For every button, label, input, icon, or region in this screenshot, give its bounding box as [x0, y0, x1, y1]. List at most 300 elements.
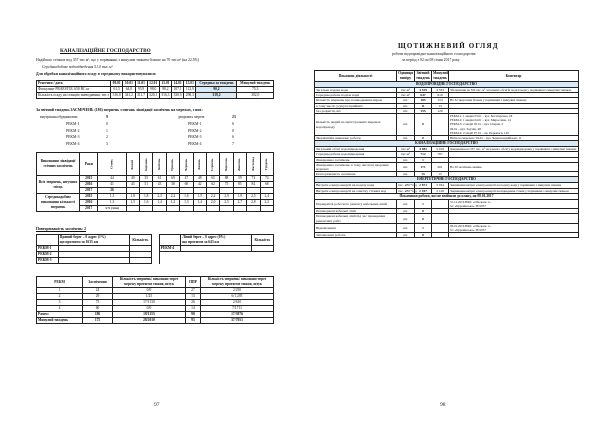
repeat-title: Повторюваність засмічень: 2	[36, 227, 87, 231]
summary-cell: 28/2010	[112, 318, 185, 324]
weekly-review-table	[314, 70, 579, 238]
monthly-cell	[247, 206, 260, 212]
review-cell: Зменшення витрат електроенергії на подачу води у порівнянні з минулим тижнем	[449, 183, 579, 188]
sludge-cell: 75,3	[237, 87, 274, 93]
monthly-cell: 2,5	[220, 200, 233, 206]
monthly-cell: 1,5	[193, 194, 206, 200]
review-cell: 619	[432, 93, 449, 98]
review-row	[315, 199, 579, 208]
monthly-year: 2017	[80, 188, 98, 194]
summary-cell: 1	[37, 288, 83, 294]
monthly-cell	[140, 206, 153, 212]
summary-header: ППР	[185, 277, 200, 288]
summary-cell: 95	[185, 318, 200, 324]
sludge-cell: 98,0	[147, 87, 159, 93]
monthly-year: 2015	[80, 176, 98, 182]
monthly-cell	[233, 206, 246, 212]
month-header: Березень	[140, 153, 153, 176]
monthly-cell: 2,2	[260, 200, 273, 206]
monthly-cell: 2,0	[206, 200, 219, 206]
month-header: Квітень	[153, 153, 166, 176]
month-header: Лютий	[126, 153, 139, 176]
review-subheader: Показники роботи, які не ввійшли до плану, на 08.01.2017	[315, 193, 579, 199]
sludge-cell: 330,5	[172, 93, 184, 99]
review-row	[315, 162, 579, 171]
sludge-cell: 311,7	[135, 93, 147, 99]
monthly-cell: 1,3	[180, 200, 193, 206]
summary-cell: 37/7051	[201, 318, 274, 324]
sludge-cell: 319,2	[196, 93, 237, 99]
summary-cell: 17/3976	[201, 312, 274, 318]
monthly-group-label: Середньодобове виконання кількості звернень	[37, 194, 80, 212]
monthly-cell: 1,6	[140, 200, 153, 206]
review-cell: 2 871	[415, 183, 432, 188]
sludge-header-cell: Минулий тиждень	[237, 81, 274, 87]
repeat-blank	[37, 235, 59, 246]
repeat-blank-2	[159, 235, 181, 246]
review-cell: Заплановані роботи	[315, 233, 397, 238]
review-cell: 155	[415, 108, 432, 113]
sludge-header-cell: Середньо за тиждень	[196, 81, 237, 87]
monthly-cell: 2,5	[247, 194, 260, 200]
monthly-header-row	[37, 153, 274, 176]
right-page	[300, 0, 600, 424]
review-cell: 4 333	[432, 88, 449, 93]
review-cell: Середньодобове водовідведення	[315, 152, 397, 157]
monthly-cell: 43	[126, 182, 139, 188]
review-cell: Зменшення витрат електроенергії на відведення стоків у порівнянні з минулим тижнем	[449, 188, 579, 193]
summary-table	[36, 276, 274, 324]
summary-cell: 2/610	[201, 300, 274, 306]
monthly-cell: 2,2	[166, 194, 179, 200]
review-cell: шт.	[397, 136, 415, 141]
summary-cell: 6/1.205	[201, 294, 274, 300]
review-cell: 0	[415, 214, 432, 223]
rem-yard: 6	[232, 122, 234, 126]
review-cell: 185	[415, 98, 432, 103]
summary-cell: 27	[185, 288, 200, 294]
monthly-cell: 1,5	[126, 200, 139, 206]
sludge-cell: 107,1	[172, 87, 184, 93]
review-cell: 1	[415, 199, 432, 208]
review-cell: в тому числі: усунуто/прийнято	[315, 103, 397, 108]
month-header: Жовтень	[233, 153, 246, 176]
review-cell	[449, 214, 579, 223]
review-row	[315, 214, 579, 223]
review-cell: 767	[432, 152, 449, 157]
monthly-cell: 60	[180, 182, 193, 188]
review-cell: Перекриття роботи по ремонту кабельних ліній	[315, 199, 397, 208]
summary-cell: 4	[37, 306, 83, 312]
review-cell: 0	[415, 209, 432, 214]
summary-cell: 60	[83, 306, 113, 312]
review-cell: шт.	[397, 199, 415, 208]
monthly-cell: 1,8	[126, 194, 139, 200]
review-cell	[449, 233, 579, 238]
monthly-cell: 48	[193, 176, 206, 182]
review-header: Показник діяльності	[315, 71, 397, 82]
review-cell: 31.12.2016 НФС «Оболонь-1» б/с «Куренівська»-ТП1057	[449, 199, 579, 208]
monthly-year: 2015	[80, 194, 98, 200]
repeat-rem: РЕКМ-3	[37, 258, 59, 264]
summary-cell: 90	[185, 312, 200, 318]
review-cell: Загальний обсяг водовідведення	[315, 147, 397, 152]
summary-header: Кількість звернень/ виконано через мережу протягом тижня, штук	[201, 277, 274, 288]
review-cell: Ліквідовано засмічень: в тому числі на дворових мережах	[315, 162, 397, 171]
weekly-review-subtitle-1: роботи водопровідно-каналізаційного господарства	[392, 52, 476, 56]
monthly-cell: 2,3	[153, 194, 166, 200]
review-cell: 201	[432, 162, 449, 171]
sludge-cell: 341,2	[123, 93, 135, 99]
review-cell	[432, 214, 449, 223]
review-cell: 171	[415, 162, 432, 171]
review-cell: тис.м³	[397, 88, 415, 93]
sludge-cell: 93,9	[135, 87, 147, 93]
monthly-cell: 49	[126, 176, 139, 182]
month-header: Січень	[98, 153, 126, 176]
rem-name: РЕКМ-4	[66, 141, 80, 146]
yard-total: 23	[232, 115, 236, 119]
monthly-cell	[220, 206, 233, 212]
summary-cell: Разом:	[37, 312, 83, 318]
monthly-cell: 88	[220, 176, 233, 182]
summary-cell: 2	[37, 294, 83, 300]
review-row	[315, 114, 579, 136]
review-cell: Відключення	[315, 223, 397, 232]
review-cell: шт.	[397, 108, 415, 113]
monthly-cell	[126, 206, 139, 212]
monthly-group-label: Всіх звернень, штучних місць	[37, 176, 80, 194]
review-cell: 120	[432, 108, 449, 113]
monthly-cell: 65	[206, 176, 219, 182]
monthly-blockage-table	[36, 152, 274, 212]
review-cell: тис. кВт*год	[398, 188, 417, 193]
review-header: Одиниця виміру	[398, 71, 413, 80]
review-cell: На 30 засмічень менше.	[449, 162, 579, 171]
summary-cell: 0/0	[112, 288, 185, 294]
repeat-rem: РЕКМ-1	[37, 246, 59, 252]
review-cell: 15	[415, 172, 432, 177]
rem-yard-name: РЕКМ-3	[188, 135, 202, 139]
monthly-cell: 75	[220, 182, 233, 188]
review-cell: Зменшення на 537 тис. м³ загального обсягу водовідведення у порівнянні з минулим тижнем.	[450, 147, 577, 152]
monthly-cell: 85	[233, 182, 246, 188]
summary-cell: 13	[185, 294, 200, 300]
review-cell: шт.	[397, 209, 415, 214]
review-cell: 13	[432, 103, 449, 108]
review-cell: шт.	[397, 214, 415, 223]
review-cell: 1	[415, 157, 432, 162]
month-header: Червень	[180, 153, 193, 176]
review-cell: 0	[415, 136, 432, 141]
sludge-header-cell: 09.01	[111, 81, 123, 87]
monthly-cell: 51	[140, 182, 153, 188]
monthly-cell: 2,8	[247, 200, 260, 206]
rem-internal: 1	[106, 128, 108, 133]
internal-label: внутрішньобудинкових	[40, 115, 78, 119]
yard-label: дворових мереж	[178, 115, 205, 119]
sludge-header-cell: 14.01	[172, 81, 184, 87]
review-section-title: ЕНЕРГЕТИЧНЕ ГОСПОДАРСТВО	[315, 177, 579, 183]
repeat-left-count-header: Кількість	[129, 235, 151, 246]
review-cell: 3 034	[432, 183, 449, 188]
summary-cell: 29	[83, 294, 113, 300]
rem-yard-name: РЕКМ-1	[188, 122, 202, 126]
monthly-cell	[193, 206, 206, 212]
repeat-right-count-header: Кількість	[251, 235, 273, 246]
monthly-row-header: Виконання ліквідації стічних засмічень	[37, 153, 80, 176]
month-header: Вересень	[220, 153, 233, 176]
monthly-cell: 43	[153, 182, 166, 188]
review-cell: 11	[415, 103, 432, 108]
rem-yard-name: РЕКМ-2	[188, 128, 202, 133]
monthly-year: 2017	[80, 206, 98, 212]
review-cell	[432, 114, 449, 136]
summary-cell: 1/25	[112, 294, 185, 300]
summary-cell: 17/1130	[112, 300, 185, 306]
review-row	[315, 233, 579, 238]
summary-row	[37, 318, 274, 324]
sludge-row	[37, 93, 274, 99]
month-header: Травень	[166, 153, 179, 176]
sludge-cell: 112,9	[184, 87, 196, 93]
review-cell: Пошкоджені кабельні лінії	[315, 209, 397, 214]
summary-header: Кількість звернень/ виконано через мережу протягом тижня, штук	[112, 277, 185, 288]
monthly-cell: 74	[260, 176, 273, 182]
sludge-cell: 90,2	[196, 87, 237, 93]
summary-cell: 3	[37, 300, 83, 306]
sludge-header-cell: 13.01	[159, 81, 171, 87]
intro-line-3: Для обробки каналізаційного осаду в середньому використовувалися:	[36, 72, 157, 76]
repeat-table	[36, 234, 274, 264]
review-cell: шт.	[397, 98, 415, 103]
monthly-cell: 41	[98, 182, 126, 188]
rem-name: РЕКМ-1	[66, 122, 80, 126]
monthly-cell: 69	[166, 176, 179, 182]
review-cell: 3 126	[432, 188, 449, 193]
page-number-left: 97	[154, 402, 160, 408]
monthly-cell: 1,9	[233, 194, 246, 200]
review-cell: Витрати електроенергії на очистку стічних вод	[315, 188, 397, 193]
review-header: Минулий тиждень	[433, 71, 449, 80]
monthly-cell	[260, 206, 273, 212]
review-cell: Пошкоджені кабельні лінії під час проведення ремонтних робіт	[315, 214, 397, 223]
summary-cell: 7/1711	[201, 306, 274, 312]
intro-line-2: Середньодобове водовідведення 51,0 тис.м³	[42, 65, 113, 69]
review-section-title: КАНАЛІЗАЦІЙНЕ ГОСПОДАРСТВО	[315, 141, 579, 147]
review-cell: тис. кВт*год	[398, 183, 417, 188]
review-cell: Кількість звернень про пошкодження мереж	[315, 98, 397, 103]
review-cell	[432, 233, 449, 238]
sludge-cell: 320,1	[147, 93, 159, 99]
review-cell: На 32 звертання більше у порівнянні з минулим тижнем	[449, 98, 579, 103]
rem-name: РЕКМ-2	[66, 128, 80, 133]
review-cell: Загальна подача води	[315, 88, 397, 93]
review-cell: Витік на мережах: 04.01 – вул. Червоноармійська, 11	[449, 136, 579, 141]
monthly-cell: 35	[140, 176, 153, 182]
monthly-cell: 2,2	[206, 194, 219, 200]
review-cell: шт.	[397, 157, 415, 162]
monthly-cell: 68	[260, 182, 273, 188]
monthly-cell	[206, 206, 219, 212]
intro-line-1: Надійшло стічних вод 357 тис.м³, що у порівнянні з минулим тижнем більше на 70 тис.м³ (на 22,5%)	[36, 58, 200, 62]
review-cell: шт.	[397, 103, 415, 108]
monthly-cell: 1,4	[153, 200, 166, 206]
review-cell: Витрати електроенергії на подачу води	[315, 183, 397, 188]
review-cell: 712	[415, 152, 432, 157]
sludge-cell: 316,0	[111, 93, 123, 99]
sludge-table	[36, 80, 274, 99]
rem-yard: 7	[232, 141, 234, 146]
month-header: Листопад	[247, 153, 260, 176]
summary-cell: 186	[83, 312, 113, 318]
monthly-cell: 47	[180, 176, 193, 182]
review-cell: Зверненням, виконано роботи	[315, 136, 397, 141]
monthly-cell	[153, 206, 166, 212]
rem-internal: 2	[106, 135, 108, 139]
sludge-cell: 61,5	[111, 87, 123, 93]
review-cell: шт.	[397, 162, 415, 171]
review-cell: 647	[415, 93, 432, 98]
summary-cell: 175	[83, 318, 113, 324]
repeat-rem: РЕКМ-2	[37, 252, 59, 258]
review-cell: 06.01.2016 НФС «Оболонь-1» б/с «Куренівська»-ТП1057	[449, 223, 579, 232]
review-cell: тис.м³	[397, 152, 415, 157]
summary-header-row	[37, 277, 274, 288]
monthly-year-header: Роки	[80, 153, 98, 176]
review-cell: 0	[415, 233, 432, 238]
rem-yard-name: РЕКМ-4	[188, 141, 202, 146]
review-cell: Кількість аварій на магістральних мережах водопроводу	[315, 114, 397, 136]
blockage-heading: За звітний тиждень ЗАСМІЧЕНЬ (186) звернень з питань ліквідації засмічень на мережах, з них:	[36, 108, 203, 112]
repeat-left-header: Правий берег – 0 адрес (1%) що протягом за 1635 км	[58, 235, 129, 246]
sludge-header-cell: 15.01	[184, 81, 196, 87]
monthly-cell: 62	[206, 182, 219, 188]
review-cell: 4 982	[415, 147, 432, 152]
monthly-cell: 26	[98, 188, 126, 194]
monthly-year: 2016	[80, 200, 98, 206]
monthly-cell: 3,71 (3,6м)	[98, 206, 126, 212]
sewer-title: КАНАЛІЗАЦІЙНЕ ГОСПОДАРСТВО	[60, 48, 151, 54]
review-cell: без розриття, шт.	[315, 108, 397, 113]
monthly-cell: 61	[153, 176, 166, 182]
rem-yard: 0	[232, 128, 234, 133]
summary-header: РЕКМ	[37, 277, 83, 288]
monthly-cell: 73	[247, 176, 260, 182]
review-header-row	[315, 71, 579, 82]
internal-total: 9	[106, 115, 108, 119]
summary-cell: 18/1155	[112, 312, 185, 318]
rem-name: РЕКМ-3	[66, 135, 80, 139]
rem-yard: 6	[232, 135, 234, 139]
monthly-cell: 1,6	[180, 194, 193, 200]
monthly-year: 2016	[80, 182, 98, 188]
sludge-header-cell: 12.01	[147, 81, 159, 87]
monthly-cell: 84	[247, 182, 260, 188]
sludge-cell: 298,3	[184, 93, 196, 99]
repeat-rem: РЕКМ-4	[159, 246, 181, 252]
sludge-header-cell: 10.01	[123, 81, 135, 87]
monthly-cell: 2,7	[233, 200, 246, 206]
summary-cell: 0/0	[112, 306, 185, 312]
summary-cell: 73	[83, 300, 113, 306]
sludge-cell: Кількість осаду на станцію зневоднення, тис.т	[38, 93, 110, 97]
summary-cell: 24	[83, 288, 113, 294]
month-header: Серпень	[206, 153, 219, 176]
summary-cell: 26	[185, 300, 200, 306]
monthly-cell: 44	[98, 176, 126, 182]
sludge-cell: 64,8	[123, 87, 135, 93]
review-cell: РЕКМ-1: 1 аварія 03.01 – вул. Богатирська, 1Б РЕКМ-2: 1 аварія 04.01 – вул. Мирослава, 14 РЕКМ-3: 2 аварії 05.01 – вул. Озерна, 2 06.01 – вул. Зодчих, 48 РЕКМ-4: 2 аварії 07.01 – пр. Перемоги, 140	[449, 114, 579, 136]
summary-cell: 14	[185, 306, 200, 312]
review-cell: Ліквідовано засмічень	[315, 157, 397, 162]
sludge-cell: 302,0	[237, 93, 274, 99]
review-cell: тис.м³	[397, 93, 415, 98]
review-cell: шт.	[397, 114, 415, 136]
weekly-review-title: ЩОТИЖНЕВИЙ ОГЛЯД	[398, 42, 499, 50]
review-header: Коментар	[449, 71, 579, 82]
review-cell: шт.	[397, 233, 415, 238]
review-cell: 1	[415, 223, 432, 232]
page-number-right: 98	[440, 402, 446, 408]
review-cell: Збільшення на 306 тис. м³ загальних обсягів подачі води у порівнянні з минулим тижнем.	[449, 88, 579, 93]
review-cell: шт.	[397, 172, 415, 177]
summary-cell: 2/250	[201, 288, 274, 294]
review-row	[315, 223, 579, 232]
monthly-cell: 1,8	[140, 194, 153, 200]
weekly-review-subtitle-2: за період з 02 по 08 січня 2017 року	[402, 58, 460, 62]
summary-header: Засмічення	[83, 277, 113, 288]
sludge-cell: Флокулянт PRAESTOL 650 ВС кг	[37, 87, 111, 93]
monthly-cell: 2,9	[220, 194, 233, 200]
monthly-cell	[180, 206, 193, 212]
review-section-title: ВОДОПРОВІДНЕ ГОСПОДАРСТВО	[315, 82, 579, 88]
month-header: Липень	[193, 153, 206, 176]
review-cell: 2 947	[415, 188, 432, 193]
monthly-cell: 1,3	[98, 200, 126, 206]
sludge-cell: 316,3	[159, 93, 171, 99]
monthly-cell: 1,4	[193, 200, 206, 206]
monthly-cell: 1,3	[98, 194, 126, 200]
monthly-cell: 2,4	[260, 194, 273, 200]
review-cell: 15	[432, 172, 449, 177]
month-header: Грудень	[260, 153, 273, 176]
monthly-cell	[166, 206, 179, 212]
review-cell: тис.м³	[397, 147, 415, 152]
review-cell: 5 019	[432, 147, 449, 152]
review-cell: Середньодобова подача води	[315, 93, 397, 98]
monthly-cell: 42	[193, 182, 206, 188]
review-cell: Повторюваність засмічень	[315, 172, 397, 177]
review-cell	[432, 223, 449, 232]
sludge-cell: 98,2	[159, 87, 171, 93]
monthly-cell: 59	[233, 176, 246, 182]
monthly-cell: 1,2	[166, 200, 179, 206]
monthly-cell: 38	[166, 182, 179, 188]
review-cell: 4 529	[415, 88, 432, 93]
review-cell: 153	[432, 98, 449, 103]
review-header: Звітний тиждень	[416, 71, 430, 80]
summary-cell: Минулий тиждень	[37, 318, 83, 324]
sludge-header-cell: 11.01	[135, 81, 147, 87]
review-cell	[432, 199, 449, 208]
review-cell: шт.	[397, 223, 415, 232]
sludge-header-cell: Реагенти / дата	[37, 81, 111, 87]
rem-internal: 0	[106, 122, 108, 126]
repeat-right-header: Лівий берег – 0 адрес (0%) що протягом за 643 км	[181, 235, 252, 246]
rem-internal: 3	[106, 141, 108, 146]
review-cell: 0	[415, 114, 432, 136]
